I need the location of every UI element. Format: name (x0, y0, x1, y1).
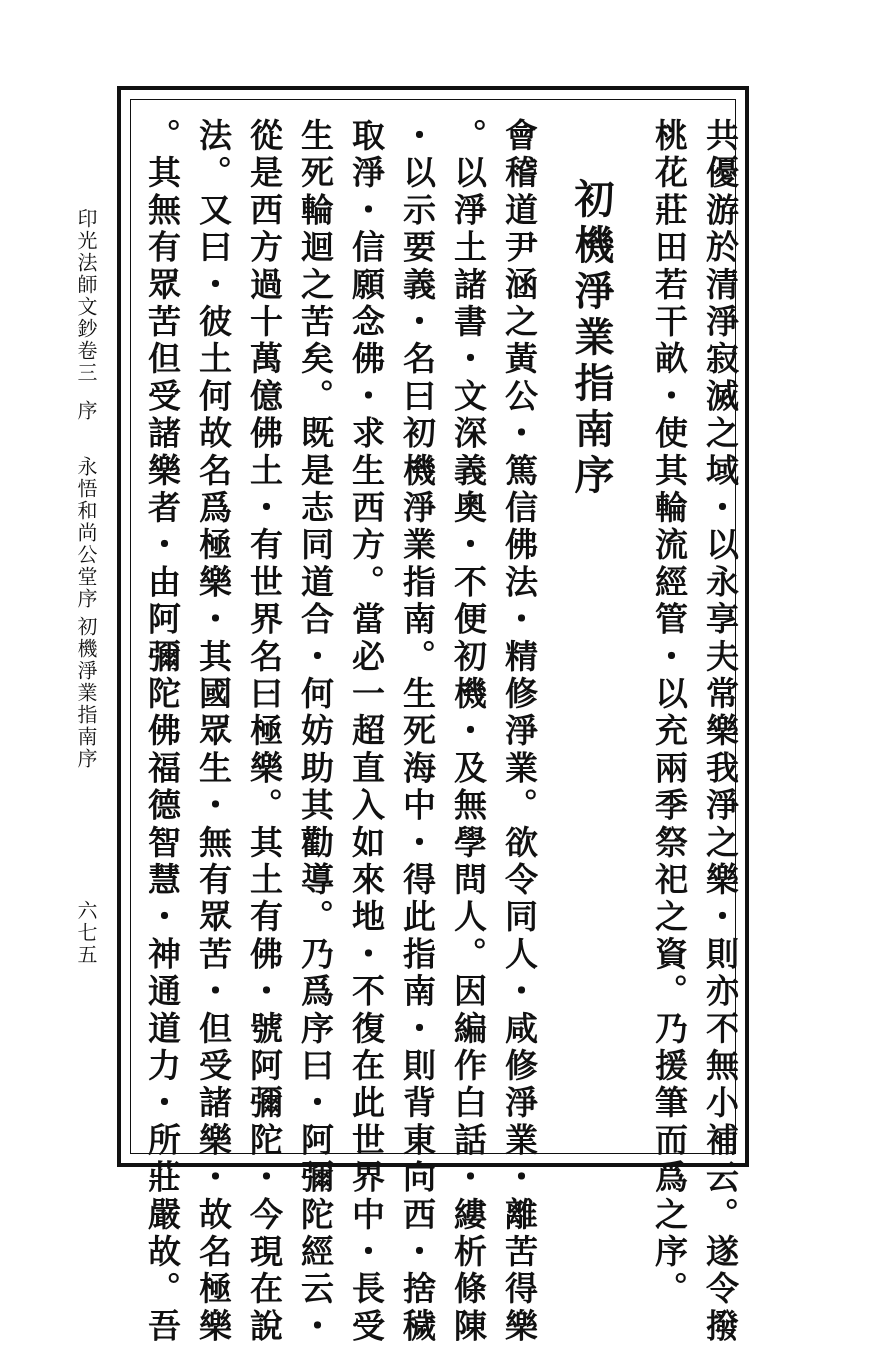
text-column-10: 。其無有眾苦但受諸樂者・由阿彌陀佛福德智慧・神通道力・所莊嚴故。吾 (143, 118, 182, 1346)
running-header-section: 序 (74, 400, 98, 422)
text-column-8: 從是西方過十萬億佛土・有世界名曰極樂。其土有佛・號阿彌陀・今現在說 (245, 118, 284, 1346)
text-column-9: 法。又曰・彼土何故名爲極樂・其國眾生・無有眾苦・但受諸樂・故名極樂 (194, 118, 233, 1346)
text-column-1: 共優游於清淨寂滅之域・以永享夫常樂我淨之樂・則亦不無小補云。遂令撥 (701, 118, 740, 1346)
text-column-5: ・以示要義・名曰初機淨業指南。生死海中・得此指南・則背東向西・捨穢 (398, 118, 437, 1346)
text-column-7: 生死輪迴之苦矣。既是志同道合・何妨助其勸導。乃爲序曰・阿彌陀經云・ (296, 118, 335, 1346)
text-column-2: 桃花莊田若干畝・使其輪流經管・以充兩季祭祀之資。乃援筆而爲之序。 (650, 118, 689, 1309)
text-column-6: 取淨・信願念佛・求生西方。當必一超直入如來地・不復在此世界中・長受 (347, 118, 386, 1346)
running-header-book: 印光法師文鈔卷三 (74, 208, 98, 384)
text-column-3: 會稽道尹涵之黃公・篤信佛法・精修淨業。欲令同人・咸修淨業・離苦得樂 (500, 118, 539, 1346)
page-number: 六七五 (74, 900, 98, 966)
running-header-entry-1: 永悟和尚公堂序 (74, 456, 98, 610)
text-column-4: 。以淨土諸書・文深義奧・不便初機・及無學問人。因編作白話・縷析條陳 (449, 118, 488, 1346)
page-title: 初機淨業指南序 (568, 178, 615, 500)
running-header-entry-2: 初機淨業指南序 (74, 616, 98, 770)
